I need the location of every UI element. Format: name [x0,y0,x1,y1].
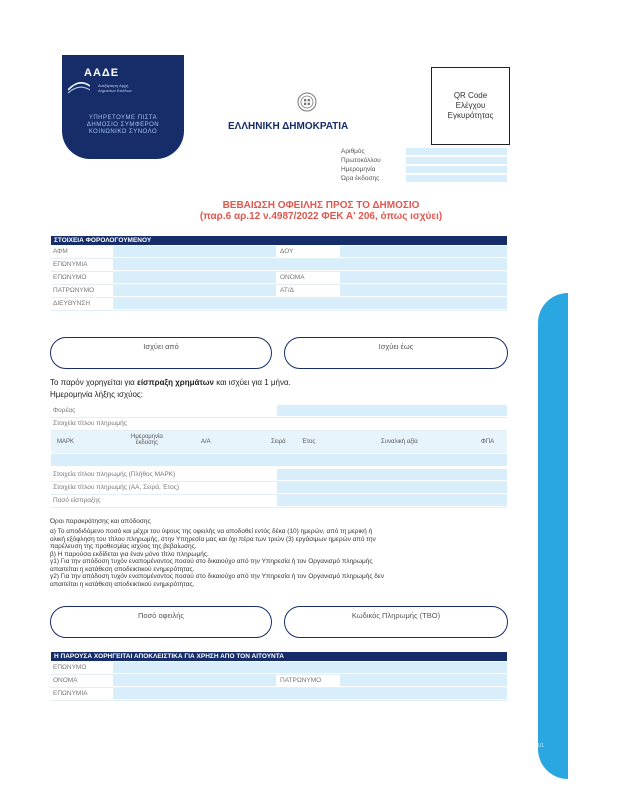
aade-mark-icon [68,80,90,94]
eponymia-label: ΕΠΩΝΥΜΙΑ [53,261,88,268]
taxpayer-row-address [51,298,507,311]
poso-label: Ποσό είσπραξης [53,497,101,504]
plithos-row [51,469,507,482]
terms-line: γ1) Για την απόδοση τυχόν εναπομένοντος ποσού στο δικαιούχο από την Υπηρεσία ή τον Οργανισμό πληρωμής [50,558,373,565]
aa-seira-row [51,482,507,495]
eponymo-field[interactable] [113,272,276,283]
issuance-paragraph [50,378,291,387]
logo-subtitle-line: Δημοσίων Εσόδων [98,88,132,93]
page-number: 1/1 [537,743,544,749]
aa-seira-field[interactable] [277,482,507,493]
doy-label: ΔΟΥ [280,248,294,255]
logo-subtitle [98,83,132,93]
taxpayer-row-patronymo [51,285,507,298]
doy-field[interactable] [340,246,507,257]
patronymo-field[interactable] [113,285,276,296]
col-date-line: έκδοσης [135,440,159,446]
qr-code-box [431,67,510,145]
col-value: Συναλική αξία [381,439,418,445]
terms-line: παρέλευση της προθεσμίας ισχύος της βεβαίωσης. [50,543,197,550]
qr-label: Ελέγχου [455,101,486,110]
taxpayer-row-afm [51,246,507,259]
col-fpa: ΦΠΑ [481,439,495,445]
logo-slogan [62,115,184,136]
kodikos-pliromis-box[interactable]: Κωδικός Πληρωμής (ΤΒΟ) [284,606,508,638]
republic-title: ΕΛΛΗΝΙΚΗ ΔΗΜΟΚΡΑΤΙΑ [228,121,349,132]
document-title: ΒΕΒΑΙΩΣΗ ΟΦΕΙΛΗΣ ΠΡΟΣ ΤΟ ΔΗΜΟΣΙΟ [222,200,420,211]
plithos-label: Στοιχεία τίτλου πληρωμής (Πλήθος ΜΑΡΚ) [53,471,176,478]
terms-line: απαιτείται η κατάθεση αποδεικτικού ενημερότητας. [50,580,195,588]
terms-line: γ2) Για την απόδοση τυχόν εναπομένοντος ποσού στο δικαιούχο από την Υπηρεσία ή τον Οργανισμό πληρωμής δεν [50,573,385,580]
greek-seal-icon [297,92,317,112]
col-date-line: Ημερομηνία [131,434,163,440]
terms-line: ολική εξόφληση του τίτλου πληρωμής, στην Υπηρεσία μας και όχι πέρα των τριών (3) εργάσιμων ημερών από την [50,535,376,543]
payment-title-label: Στοιχεία τίτλου πληρωμής [53,420,127,427]
patronymo-label: ΠΑΤΡΩΝΥΜΟ [53,287,95,294]
poso-ofeilis-box[interactable]: Ποσό οφειλής [50,606,272,638]
slogan-line: ΥΠΗΡΕΤΟΥΜΕ ΠΙΣΤΑ [88,115,158,121]
meta-protocol [331,157,507,164]
aade-logo [62,55,184,159]
requester-onoma-label: ΟΝΟΜΑ [53,677,78,684]
at-field[interactable] [340,285,507,296]
meta-value-field [406,166,507,173]
qr-label: QR Code [453,91,488,100]
document-subtitle: (παρ.6 αρ.12 ν.4987/2022 ΦΕΚ Α' 206, όπως ισχύει) [199,211,443,222]
meta-label: Πρωτοκόλλου [341,157,381,164]
eponymo-label: ΕΠΩΝΥΜΟ [53,274,87,281]
terms-line: β) Η παρούσα εκδίδεται για έναν μόνο τίτλο πληρωμής. [50,550,209,558]
col-seira: Σειρά [271,439,286,445]
requester-row-onoma [51,675,507,688]
qr-label: Εγκυρότητας [447,111,494,120]
meta-label: Αριθμός [341,148,365,155]
meta-value-field [406,148,507,155]
requester-eponymia-label: ΕΠΩΝΥΜΙΑ [53,690,88,697]
taxpayer-section-header: ΣΤΟΙΧΕΙΑ ΦΟΡΟΛΟΓΟΥΜΕΝΟΥ [51,236,507,245]
address-label: ΔΙΕΥΘΥΝΣΗ [53,300,91,307]
payment-data-row[interactable] [51,454,507,466]
poso-field[interactable] [277,495,507,506]
para-text: Το παρόν χορηγείται για [50,378,138,387]
requester-eponymia-field[interactable] [113,688,507,699]
address-field[interactable] [113,298,507,309]
onoma-label: ΟΝΟΜΑ [280,274,305,281]
meta-time [331,175,507,182]
aa-seira-label: Στοιχεία τίτλου πληρωμής (ΑΑ, Σειρά, Έτος) [53,484,180,491]
slogan-line: ΔΗΜΟΣΙΟ ΣΥΜΦΕΡΟΝ [86,122,160,128]
requester-row-eponymia [51,688,507,701]
terms-block [50,528,520,588]
afm-label: ΑΦΜ [53,248,68,255]
plithos-field[interactable] [277,469,507,480]
terms-heading: Όροι παρακράτησης και απόδοσης [50,518,151,525]
requester-patronymo-label: ΠΑΤΡΩΝΥΜΟ [280,677,322,684]
poso-row [51,495,507,508]
meta-label: Ημερομηνία [341,166,376,173]
para-text: και ισχύει για 1 μήνα. [213,378,291,387]
col-mark: ΜΑΡΚ [57,439,75,445]
side-tab[interactable] [538,293,568,779]
at-label: ΑΤ/Δ [280,287,294,294]
para-bold: είσπραξη χρημάτων [137,378,214,387]
meta-protocol-number [331,148,507,155]
col-date [131,434,163,446]
taxpayer-row-name [51,272,507,285]
requester-row-eponymo [51,662,507,675]
terms-line: απαιτείται η κατάθεση αποδεικτικού ενημερότητας. [50,565,195,573]
slogan-line: ΚΟΙΝΩΝΙΚΟ ΣΥΝΟΛΟ [88,129,158,135]
taxpayer-row-eponymia [51,259,507,272]
meta-value-field [406,175,507,182]
afm-field[interactable] [113,246,276,257]
requester-onoma-field[interactable] [113,675,276,686]
col-aa: Α/Α [201,439,211,445]
logo-subtitle-line: Ανεξάρτητη Αρχή [98,83,129,88]
valid-to-box[interactable]: Ισχύει έως [284,337,508,369]
onoma-field[interactable] [340,272,507,283]
foreas-label: Φορέας [53,407,76,414]
meta-label: Ώρα έκδοσης [341,175,380,182]
requester-patronymo-field[interactable] [340,675,507,686]
logo-title: ΑΑΔΕ [84,67,120,79]
requester-section-header: Η ΠΑΡΟΥΣΑ ΧΟΡΗΓΕΙΤΑΙ ΑΠΟΚΛΕΙΣΤΙΚΑ ΓΙΑ ΧΡΗΣΗ ΑΠΟ ΤΟΝ ΑΙΤΟΥΝΤΑ [51,652,507,661]
payment-columns-header [51,431,507,453]
requester-eponymo-label: ΕΠΩΝΥΜΟ [53,664,87,671]
payment-title-row [51,418,507,431]
col-etos: Έτος [302,439,316,445]
foreas-field[interactable] [277,405,507,416]
meta-date [331,166,507,173]
valid-from-box[interactable]: Ισχύει από [50,337,272,369]
terms-line: α) Το αποδιδόμενο ποσό και μέχρι του ύψους της οφειλής να αποδοθεί εντός δέκα (10) ημερών, από τη μερική ή [50,528,373,535]
eponymia-field[interactable] [113,259,507,270]
expiry-label: Ημερομηνία λήξης ισχύος: [50,390,144,399]
foreas-row [51,405,507,418]
meta-value-field [406,157,507,164]
requester-eponymo-field[interactable] [113,662,507,673]
